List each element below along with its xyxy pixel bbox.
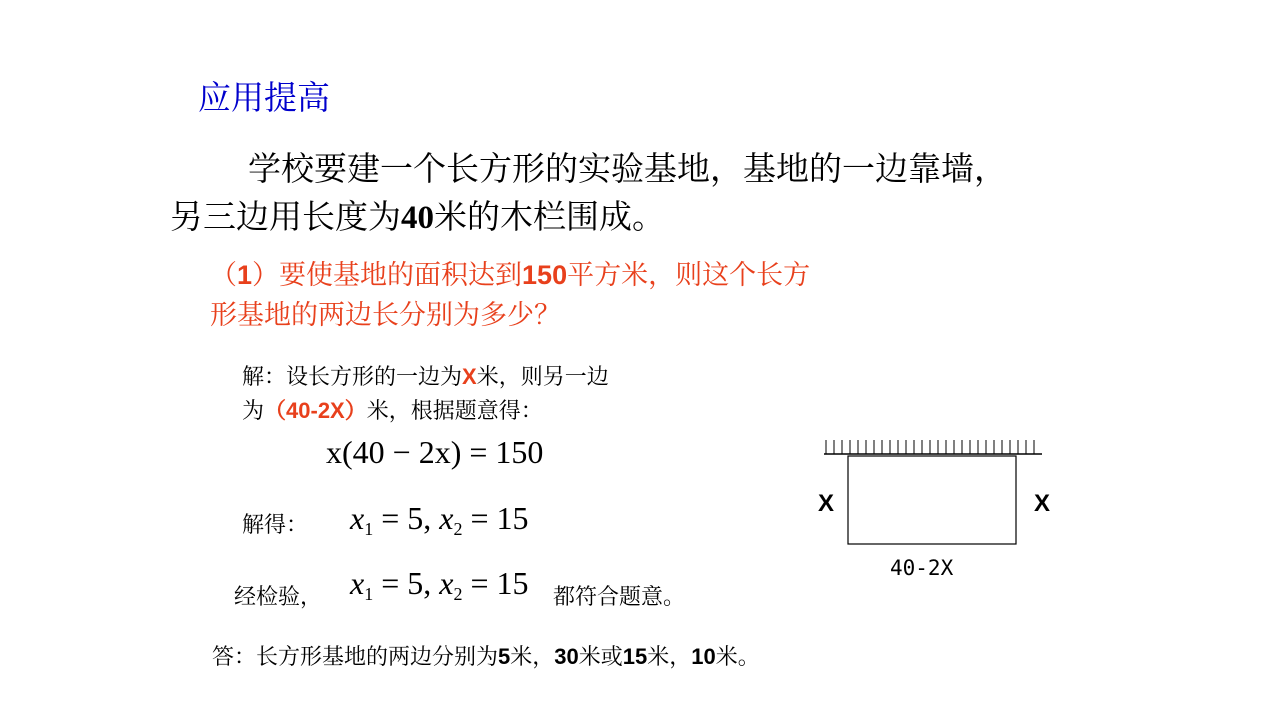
problem-line-1: 学校要建一个长方形的实验基地，基地的一边靠墙，: [248, 149, 1007, 188]
final-answer: [212, 640, 760, 671]
solution-intro-c: 为: [242, 399, 265, 424]
answer-unit-2: 米或: [578, 645, 623, 670]
right-side-label: X: [1034, 490, 1051, 517]
problem-line-2-after: 米的木栏围成。: [434, 197, 665, 236]
roots-equation: [350, 500, 529, 540]
check-root-2-sub: 2: [453, 584, 463, 604]
solution-intro-a: 解：设长方形的一边为: [242, 365, 463, 390]
root-2-var: x: [439, 500, 454, 536]
base-side-label: 40-2X: [890, 556, 954, 580]
answer-unit-1: 米，: [510, 645, 555, 670]
problem-statement: [170, 145, 1120, 242]
question-1-number: 1: [237, 260, 253, 290]
answer-value-3: 15: [622, 644, 648, 669]
answer-unit-4: 米。: [715, 645, 760, 670]
solution-intro-d: 米，根据题意得：: [366, 399, 543, 424]
check-label: 经检验，: [234, 585, 323, 610]
root-2-sub: 2: [453, 519, 463, 539]
check-suffix: 都符合题意。: [553, 585, 686, 610]
question-1-text-b: 平方米，则这个长方: [567, 260, 811, 291]
check-equation: [350, 565, 529, 605]
check-root-1-var: x: [350, 565, 365, 601]
answer-value-1: 5: [498, 644, 511, 669]
fence-diagram: [820, 436, 1046, 548]
left-side-label: X: [818, 490, 835, 517]
root-1-var: x: [350, 500, 365, 536]
question-1-line-2: 形基地的两边长分别为多少？: [210, 300, 561, 331]
base-rectangle: [848, 456, 1016, 544]
main-equation: x(40 − 2x) = 150: [326, 434, 544, 470]
root-1-sub: 1: [364, 519, 374, 539]
answer-prefix: 答：长方形基地的两边分别为: [212, 645, 499, 670]
solution-intro-b: 米，则另一边: [476, 365, 609, 390]
problem-fence-length: 40: [401, 200, 434, 236]
check-root-2-value: = 15: [462, 565, 529, 601]
check-root-2-var: x: [439, 565, 454, 601]
root-2-value: = 15: [462, 500, 529, 536]
check-root-1-value: = 5,: [373, 565, 440, 601]
answer-value-4: 10: [691, 644, 716, 669]
solved-label: 解得：: [242, 513, 309, 538]
answer-value-2: 30: [554, 644, 579, 669]
question-1-text-a: ）要使基地的面积达到: [252, 260, 523, 291]
check-root-1-sub: 1: [364, 584, 374, 604]
solution-variable: X: [462, 364, 477, 389]
wall-hatching: [824, 440, 1042, 454]
problem-line-2-before: 另三边用长度为: [170, 197, 401, 236]
root-1-value: = 5,: [373, 500, 440, 536]
answer-unit-3: 米，: [647, 645, 692, 670]
question-1: [210, 255, 950, 336]
solution-intro: [242, 360, 722, 428]
slide-title: 应用提高: [198, 78, 330, 117]
solution-expression: （40-2X）: [264, 398, 367, 423]
question-1-paren-open: （: [210, 260, 237, 291]
question-1-area: 150: [522, 260, 568, 290]
